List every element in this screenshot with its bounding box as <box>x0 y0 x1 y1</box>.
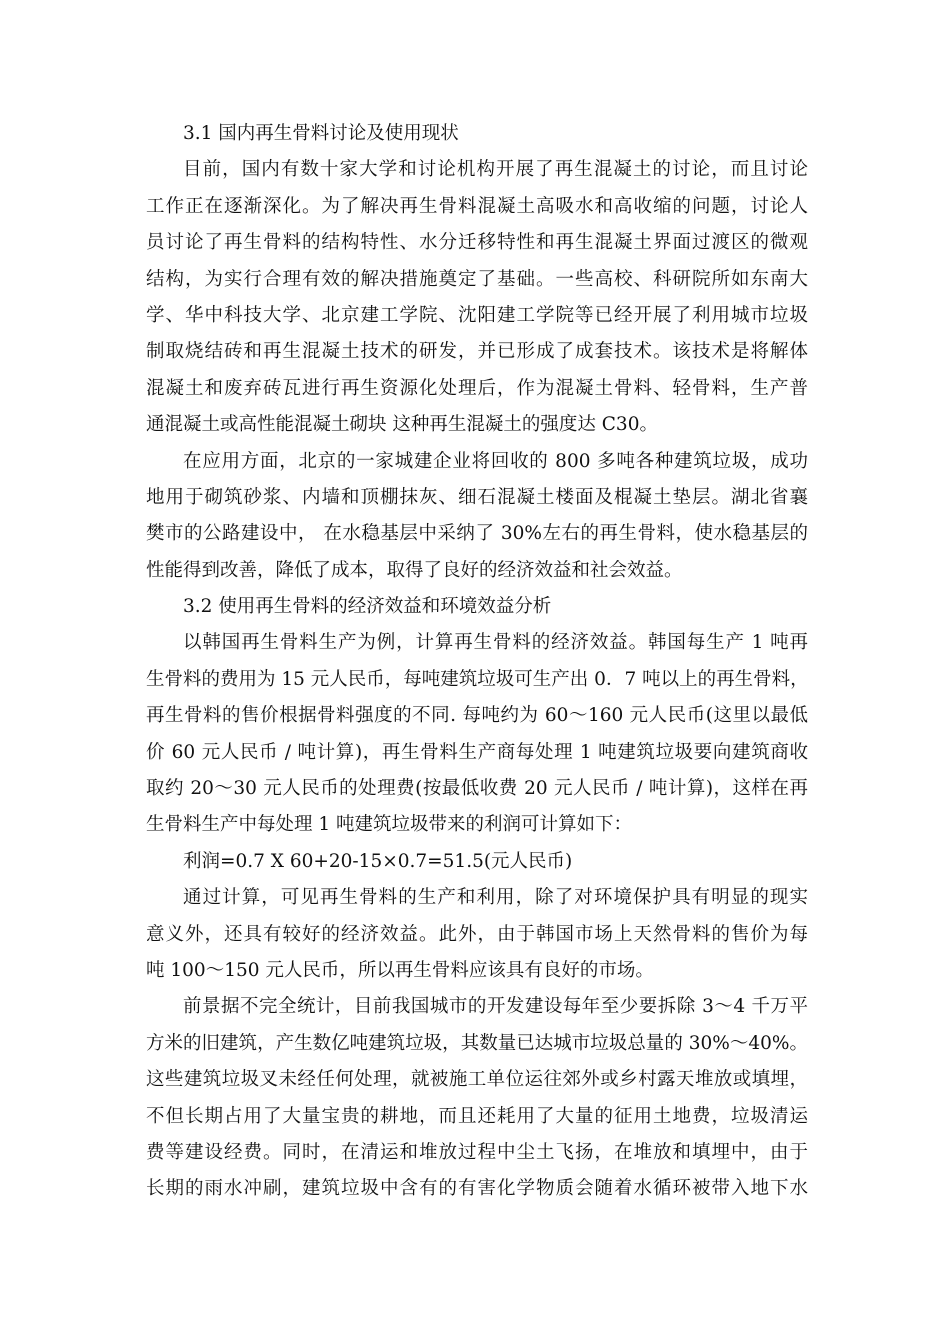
paragraph-line: 制取烧结砖和再生混凝土技术的研发，并已形成了成套技术。该技术是将解体 <box>146 341 808 363</box>
paragraph-line: 费等建设经费。同时，在清运和堆放过程中尘土飞扬，在堆放和填埋中，由于 <box>146 1141 808 1163</box>
paragraph-line: 结构，为实行合理有效的解决措施奠定了基础。一些高校、科研院所如东南大 <box>146 268 808 290</box>
section-heading: 3.1 国内再生骨料讨论及使用现状 <box>183 123 459 144</box>
paragraph-line: 长期的雨水冲刷，建筑垃圾中含有的有害化学物质会随着水循环被带入地下水 <box>146 1178 808 1200</box>
paragraph-last-line: 通混凝土或高性能混凝土砌块 这种再生混凝土的强度达 C30。 <box>146 414 658 436</box>
paragraph-line: 樊市的公路建设中， 在水稳基层中采纳了 30%左右的再生骨料，使水稳基层的 <box>146 523 808 545</box>
paragraph-line: 这些建筑垃圾叉未经任何处理，就被施工单位运往郊外或乡村露天堆放或填埋， <box>146 1069 808 1091</box>
paragraph-line: 再生骨料的售价根据骨料强度的不同. 每吨约为 60～160 元人民币(这里以最低 <box>146 705 808 727</box>
document-body <box>146 116 808 1208</box>
paragraph-last-line: 性能得到改善，降低了成本，取得了良好的经济效益和社会效益。 <box>146 559 683 581</box>
paragraph-last-line: 生骨料生产中每处理 1 吨建筑垃圾带来的利润可计算如下： <box>146 814 633 836</box>
paragraph-line: 不但长期占用了大量宝贵的耕地，而且还耗用了大量的征用土地费，垃圾清运 <box>146 1105 808 1127</box>
section-heading: 3.2 使用再生骨料的经济效益和环境效益分析 <box>183 596 552 618</box>
paragraph-line: 工作正在逐渐深化。为了解决再生骨料混凝土高吸水和高收缩的问题，讨论人 <box>146 195 808 217</box>
paragraph-first-line: 目前，国内有数十家大学和讨论机构开展了再生混凝土的讨论，而且讨论 <box>183 159 808 181</box>
paragraph-first-line: 通过计算，可见再生骨料的生产和利用，除了对环境保护具有明显的现实 <box>183 887 808 909</box>
paragraph-line: 生骨料的费用为 15 元人民币，每吨建筑垃圾可生产出 0．7 吨以上的再生骨料， <box>146 668 809 690</box>
paragraph-line: 学、华中科技大学、北京建工学院、沈阳建工学院等已经开展了利用城市垃圾 <box>146 304 808 326</box>
paragraph-line: 价 60 元人民币 / 吨计算)，再生骨料生产商每处理 1 吨建筑垃圾要向建筑商收 <box>146 741 808 763</box>
paragraph-first-line: 前景据不完全统计，目前我国城市的开发建设每年至少要拆除 3～4 千万平 <box>183 996 808 1018</box>
paragraph-line: 员讨论了再生骨料的结构特性、水分迁移特性和再生混凝土界面过渡区的微观 <box>146 232 808 254</box>
formula-line: 利润=0.7 X 60+20-15×0.7=51.5(元人民币) <box>183 850 573 872</box>
paragraph-line: 方米的旧建筑，产生数亿吨建筑垃圾，其数量已达城市垃圾总量的 30%～40%。 <box>146 1032 808 1054</box>
paragraph-line: 混凝土和废弃砖瓦进行再生资源化处理后，作为混凝土骨料、轻骨料，生产普 <box>146 377 808 399</box>
paragraph-first-line: 在应用方面，北京的一家城建企业将回收的 800 多吨各种建筑垃圾，成功 <box>183 450 808 472</box>
paragraph-line: 地用于砌筑砂浆、内墙和顶棚抹灰、细石混凝土楼面及棍凝土垫层。湖北省襄 <box>146 486 808 508</box>
paragraph-line: 取约 20～30 元人民币的处理费(按最低收费 20 元人民币 / 吨计算)，这样在再 <box>146 778 808 800</box>
paragraph-last-line: 吨 100～150 元人民币，所以再生骨料应该具有良好的市场。 <box>146 959 654 981</box>
paragraph-first-line: 以韩国再生骨料生产为例，计算再生骨料的经济效益。韩国每生产 1 吨再 <box>183 632 808 654</box>
paragraph-line: 意义外，还具有较好的经济效益。此外，由于韩国市场上天然骨料的售价为每 <box>146 923 808 945</box>
